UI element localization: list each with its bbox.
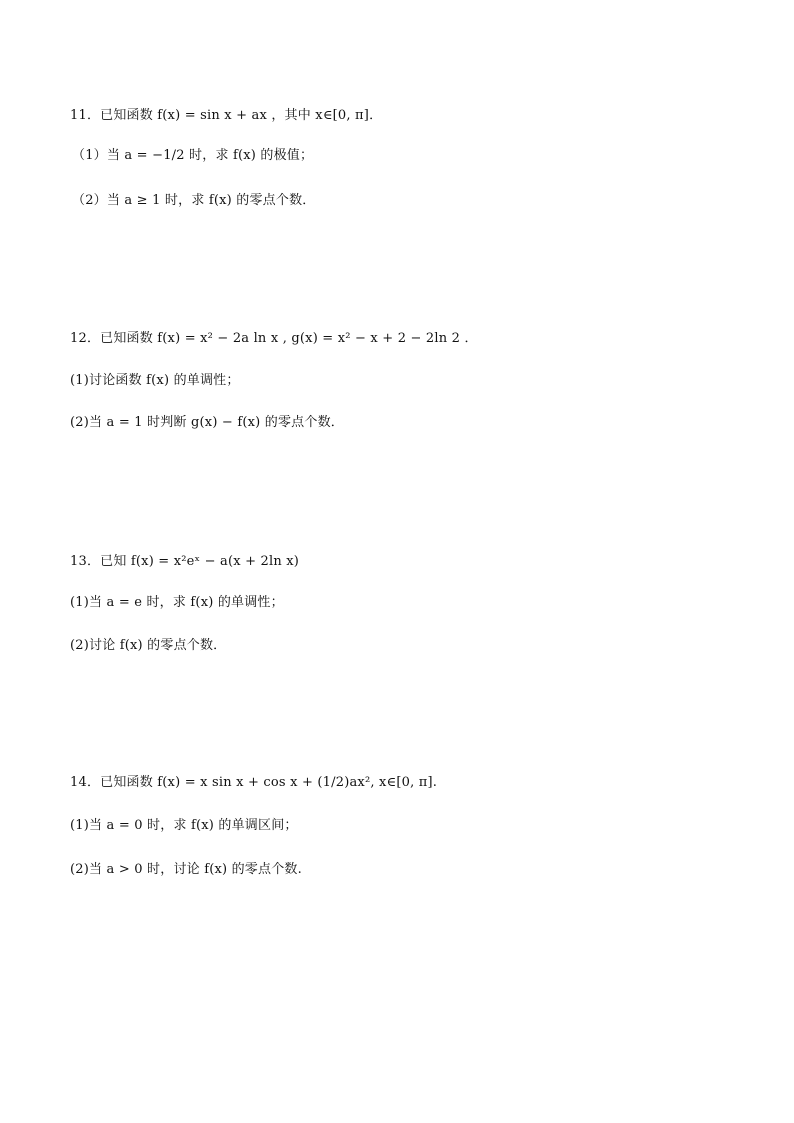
problem-14-part-2: (2)当 a > 0 时，讨论 f(x) 的零点个数. bbox=[70, 862, 302, 877]
problem-12-part-2: (2)当 a = 1 时判断 g(x) − f(x) 的零点个数． bbox=[70, 415, 344, 430]
problem-14-part-1: (1)当 a = 0 时，求 f(x) 的单调区间； bbox=[70, 818, 298, 833]
problem-11-part-1: （1）当 a = −1/2 时，求 f(x) 的极值； bbox=[72, 148, 314, 163]
problem-13-part-1: (1)当 a = e 时，求 f(x) 的单调性； bbox=[70, 595, 284, 610]
problem-12-part-1: (1)讨论函数 f(x) 的单调性； bbox=[70, 373, 240, 388]
problem-13-part-2: (2)讨论 f(x) 的零点个数． bbox=[70, 638, 227, 653]
problem-14-title: 14．已知函数 f(x) = x sin x + cos x + (1/2)ax², x∈[0, π]. bbox=[70, 775, 438, 790]
problem-13-title: 13．已知 f(x) = x²eˣ − a(x + 2ln x) bbox=[70, 554, 300, 569]
problem-11-part-2: （2）当 a ≥ 1 时，求 f(x) 的零点个数． bbox=[72, 193, 316, 208]
problem-12-title: 12．已知函数 f(x) = x² − 2a ln x , g(x) = x² − x + 2 − 2ln 2 ． bbox=[70, 331, 478, 346]
problem-11-title: 11．已知函数 f(x) = sin x + ax ，其中 x∈[0, π]． bbox=[70, 108, 383, 123]
